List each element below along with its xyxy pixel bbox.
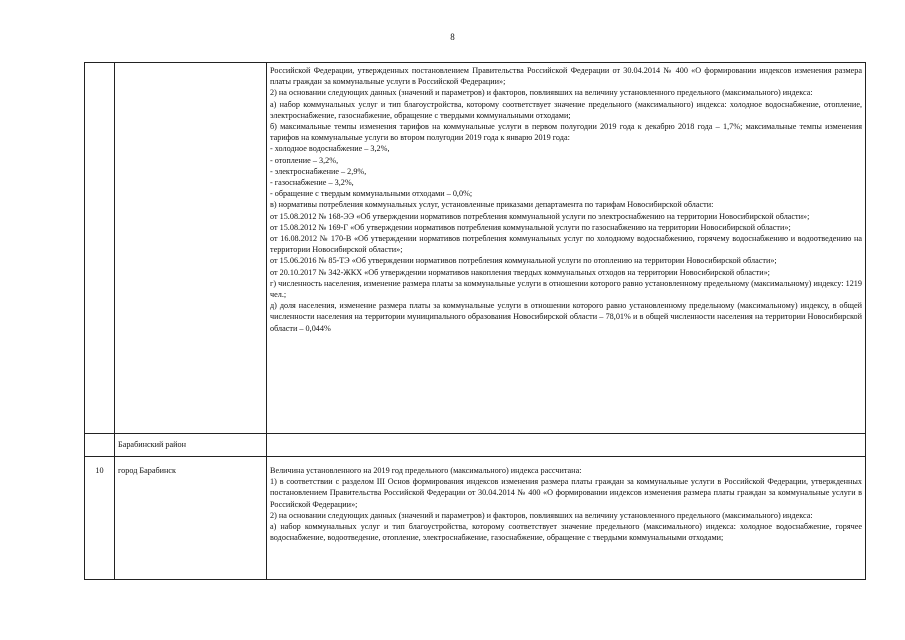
table-row <box>85 457 866 580</box>
paragraph: д) доля населения, изменение размера платы за коммунальные услуги в отношении которого равно установленному предельному (максимальному) индексу, в общей численности населения на территории муниципального образования Новосибирской области – 78,01% и в общей численности населения на территории Новосибирской области – 0,044% <box>270 301 862 333</box>
paragraph: 2) на основании следующих данных (значений и параметров) и факторов, повлиявших на величину установленного предельного (максимального) индекса: <box>270 88 813 98</box>
district-name-cell: Барабинский район <box>115 434 267 457</box>
tariff-index-table <box>84 62 866 580</box>
row-number-cell: 10 <box>85 457 115 580</box>
paragraph: 1) в соответствии с разделом III Основ формирования индексов изменения размера платы граждан за коммунальные услуги в Российской Федерации, утвержденных постановлением Правительства Российской Федерации от 30.04.2014 № 400 «О формировании индексов изменения размера платы граждан за коммунальные услуги в Российской Федерации»; <box>270 477 862 509</box>
page-number: 8 <box>450 32 455 42</box>
paragraph: от 15.06.2016 № 85-ТЭ «Об утверждении нормативов потребления коммунальной услуги по отоплению на территории Новосибирской области»; <box>270 256 777 266</box>
table-row <box>85 434 866 457</box>
paragraph: а) набор коммунальных услуг и тип благоустройства, которому соответствует значение предельного (максимального) индекса: холодное водоснабжение, отопление, электроснабжение, газоснабжение, обращение с твердыми коммунальными отходами; <box>270 99 862 120</box>
table-row <box>85 63 866 434</box>
paragraph: от 20.10.2017 № 342-ЖКХ «Об утверждении нормативов накопления твердых коммунальных отходов на территории Новосибирской области»; <box>270 267 770 277</box>
municipality-name-cell <box>115 63 267 434</box>
row-number-cell <box>85 63 115 434</box>
paragraph: г) численность населения, изменение размера платы за коммунальные услуги в отношении которого равно установленному предельному (максимальному) индексу: 1219 чел.; <box>270 278 862 300</box>
paragraph: Российской Федерации, утвержденных постановлением Правительства Российской Федерации от 30.04.2014 № 400 «О формировании индексов изменения размера платы граждан за коммунальные услуги в Российской Федерации»; <box>270 66 862 87</box>
municipality-name-cell: город Барабинск <box>115 457 267 580</box>
paragraph: 2) на основании следующих данных (значений и параметров) и факторов, повлиявших на величину установленного предельного (максимального) индекса: <box>270 510 813 520</box>
description-cell <box>267 434 866 457</box>
paragraph: - газоснабжение – 3,2%, <box>270 178 354 188</box>
paragraph: Величина установленного на 2019 год предельного (максимального) индекса рассчитана: <box>270 466 582 475</box>
paragraph: б) максимальные темпы изменения тарифов на коммунальные услуги в первом полугодии 2019 года к декабрю 2018 года – 1,7%; максимальные темпы изменения тарифов на коммунальные услуги во втором полугодии 2019 года к январю 2019 года: <box>270 122 862 143</box>
paragraph: от 15.08.2012 № 168-ЭЭ «Об утверждении нормативов потребления коммунальной услуги по электроснабжению на территории Новосибирской области»; <box>270 211 810 221</box>
paragraph: в) нормативы потребления коммунальных услуг, установленные приказами департамента по тарифам Новосибирской области: <box>270 200 714 210</box>
paragraph: от 16.08.2012 № 170-В «Об утверждении нормативов потребления коммунальных услуг по холодному водоснабжению, горячему водоснабжению и водоотведению на территории Новосибирской области»; <box>270 234 862 255</box>
paragraph: а) набор коммунальных услуг и тип благоустройства, которому соответствует значение предельного (максимального) индекса: холодное водоснабжение, горячее водоснабжение, водоотведение, отопление, электроснабжение, газоснабжение, обращение с твердыми коммунальными отходами; <box>270 522 862 543</box>
paragraph: - электроснабжение – 2,9%, <box>270 166 367 176</box>
description-cell <box>267 457 866 580</box>
row-number-cell <box>85 434 115 457</box>
description-cell <box>267 63 866 434</box>
paragraph: от 15.08.2012 № 169-Г «Об утверждении нормативов потребления коммунальной услуги по газоснабжению на территории Новосибирской области»; <box>270 222 791 232</box>
paragraph: - обращение с твердым коммунальными отходами – 0,0%; <box>270 189 473 199</box>
paragraph: - отопление – 3,2%, <box>270 155 339 165</box>
paragraph: - холодное водоснабжение – 3,2%, <box>270 144 390 154</box>
